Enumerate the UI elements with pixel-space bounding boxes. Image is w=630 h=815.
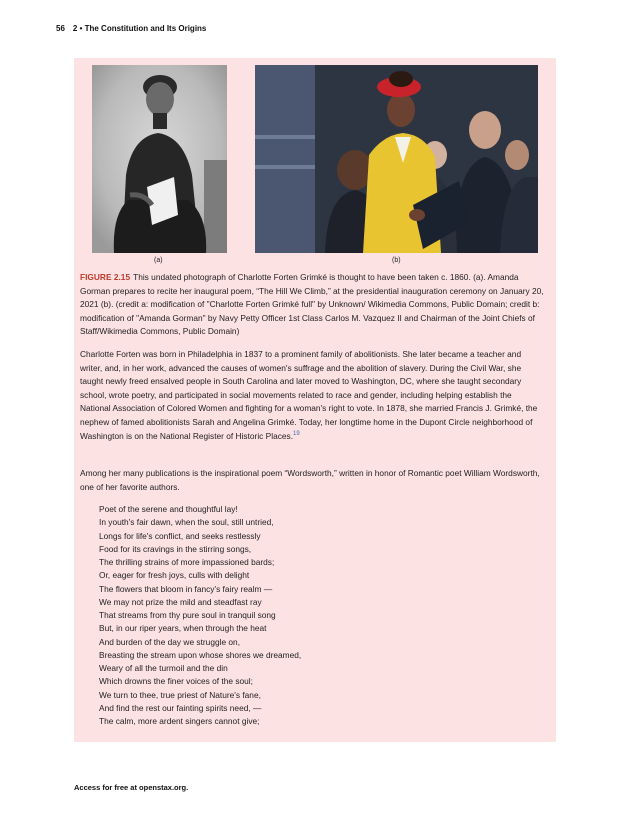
poem-line: The flowers that bloom in fancy's fairy realm — bbox=[99, 583, 273, 594]
page-footer: Access for free at openstax.org. bbox=[74, 783, 189, 792]
poem-line: Longs for life's conflict, and seeks restlessly bbox=[99, 530, 261, 541]
poem-line: And find the rest our fainting spirits need, — bbox=[99, 702, 262, 713]
figure-caption bbox=[80, 271, 544, 339]
poem-line: We may not prize the mild and steadfast ray bbox=[99, 596, 262, 607]
poem-line: And burden of the day we struggle on, bbox=[99, 636, 241, 647]
photo-a-label: (a) bbox=[154, 257, 163, 264]
poem-line: In youth's fair dawn, when the soul, still untried, bbox=[99, 517, 274, 528]
page-header bbox=[56, 24, 206, 33]
poem-line: Breasting the stream upon whose shores we dreamed, bbox=[99, 649, 302, 660]
poem-line: Poet of the serene and thoughtful lay! bbox=[99, 504, 238, 514]
poem-line: Which drowns the finer voices of the soul; bbox=[99, 676, 253, 687]
photo-amanda-gorman bbox=[255, 65, 538, 253]
feature-box bbox=[74, 58, 556, 742]
chapter-title: 2 • The Constitution and Its Origins bbox=[72, 24, 207, 33]
body-paragraph-2: Among her many publications is the inspirational poem “Wordsworth,” written in honor of Romantic poet William Wordsworth, one of her favorite authors. bbox=[80, 468, 540, 492]
poem-excerpt bbox=[99, 503, 301, 728]
caption-text: This undated photograph of Charlotte Forten Grimké is thought to have been taken c. 1860. (a). Amanda Gorman prepares to recite her inaugural poem, “The Hill We Climb,” at the presidential inauguration ceremony on January 20, 2021 (b). (credit a: modification of "Charlotte Forten Grimké full" by Unknown/ Wikimedia Commons, Public Domain; credit b: modification of "Amanda Gorman" by Navy Petty Officer 1st Class Carlos M. Vazquez II and Chairman of the Joint Chiefs of Staff/Wikimedia Commons, Public Domain) bbox=[80, 272, 544, 337]
body-paragraph-1 bbox=[80, 348, 544, 443]
photo-b-label: (b) bbox=[392, 257, 401, 264]
poem-line: We turn to thee, true priest of Nature's fane, bbox=[99, 689, 261, 700]
poem-line: Or, eager for fresh joys, culls with delight bbox=[99, 570, 250, 581]
poem-line: Weary of all the turmoil and the din bbox=[99, 663, 228, 673]
footnote-link[interactable]: 19 bbox=[293, 430, 300, 437]
poem-line: The thrilling strains of more impassioned bards; bbox=[99, 557, 275, 567]
poem-line: The calm, more ardent singers cannot give; bbox=[99, 716, 260, 726]
page-number: 56 bbox=[56, 24, 65, 33]
poem-line: That streams from thy pure soul in tranquil song bbox=[99, 610, 276, 620]
paragraph-1-text: Charlotte Forten was born in Philadelphia in 1837 to a prominent family of abolitionists. She later became a teacher and writer, and, in her work, advanced the causes of women's suffrage and the abolition of slavery. During the Civil War, she taught newly freed ensalved people in South Carolina and later moved to Washington, DC, where she taught secondary school, wrote poetry, and participated in social movements related to race and gender, including helping establish the National Association of Colored Women and fighting for a woman's right to vote. In 1878, she married Francis J. Grimké, the nephew of famed abolitionists Sarah and Angelina Grimké. Today, her longtime home in the Dupont Circle neighborhood of Washington is on the National Register of Historic Places. bbox=[80, 349, 538, 441]
poem-line: But, in our riper years, when through the heat bbox=[99, 623, 267, 634]
poem-line: Food for its cravings in the stirring songs, bbox=[99, 543, 252, 554]
figure-label: FIGURE 2.15 bbox=[80, 272, 131, 282]
photo-charlotte-forten-grimke bbox=[92, 65, 227, 253]
